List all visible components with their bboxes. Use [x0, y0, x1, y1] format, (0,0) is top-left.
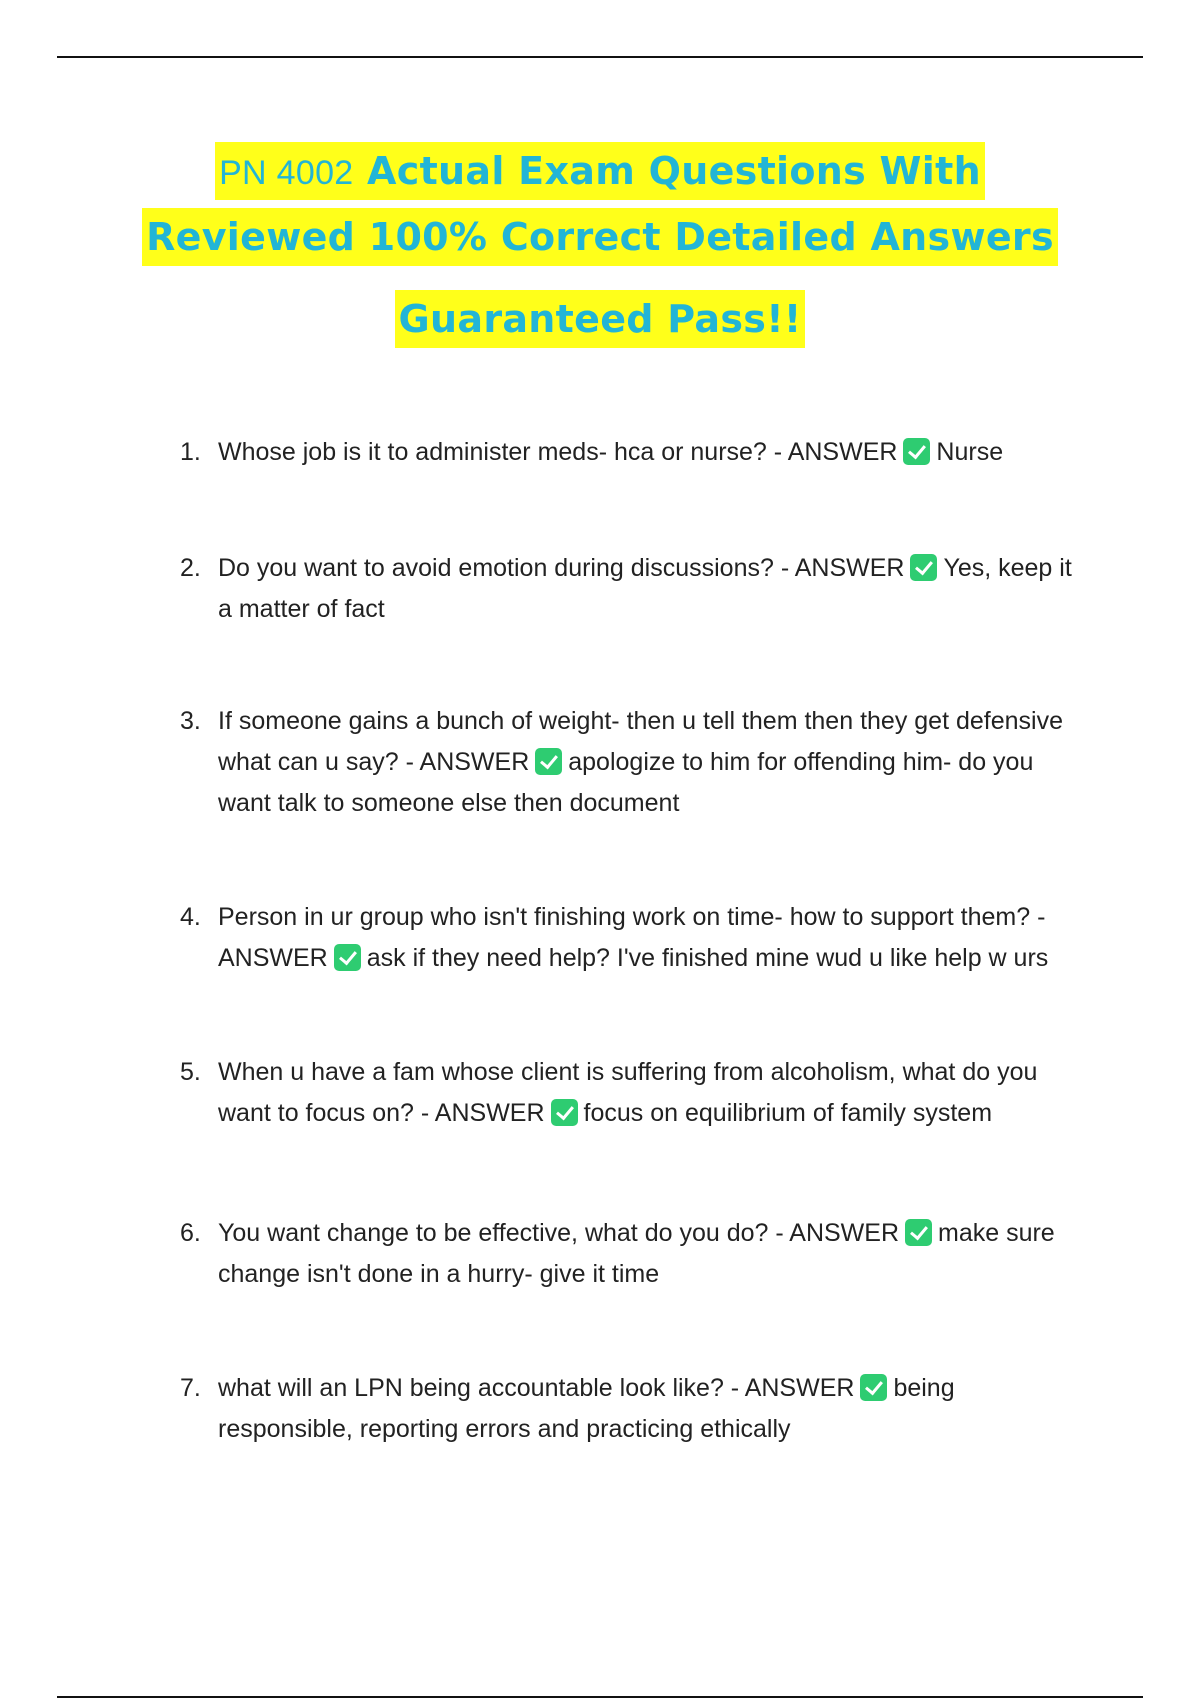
question-number: 2.: [180, 554, 201, 582]
answer-label: ANSWER: [789, 1219, 899, 1247]
question-number: 7.: [180, 1374, 201, 1402]
answer-text: apologize to him for offending him- do you want talk to someone else then document: [218, 748, 1034, 817]
question-number: 1.: [180, 438, 201, 466]
question-text-block: [218, 432, 1090, 473]
title-highlight-2: Reviewed 100% Correct Detailed Answers: [142, 208, 1058, 266]
check-box-icon: [860, 1374, 887, 1401]
title-line-1: [0, 142, 1200, 200]
answer-label: ANSWER: [787, 438, 898, 466]
question-text-block: [218, 1213, 1090, 1295]
question-number: 3.: [180, 707, 201, 735]
title-line-2: [0, 208, 1200, 266]
question-text-block: [218, 548, 1090, 630]
title-highlight-1: [215, 142, 985, 200]
answer-label: ANSWER: [794, 554, 905, 582]
list-item: [180, 1052, 1090, 1134]
check-box-icon: [903, 438, 930, 465]
question-text-block: [218, 1052, 1090, 1134]
check-box-icon: [334, 944, 361, 971]
question-text: Whose job is it to administer meds- hca or nurse? -: [218, 438, 788, 466]
question-number: 6.: [180, 1219, 201, 1247]
question-text: what will an LPN being accountable look like? -: [218, 1374, 745, 1402]
check-box-icon: [905, 1219, 932, 1246]
question-text: When u have a fam whose client is suffering from alcoholism, what do you want to focus on? -: [218, 1058, 1038, 1127]
check-box-icon: [551, 1099, 578, 1126]
question-text: Person in ur group who isn't finishing work on time- how to support them? -: [218, 903, 1046, 931]
title-line-1-text: Actual Exam Questions With: [367, 149, 981, 193]
list-item: [180, 701, 1090, 824]
list-item: [180, 1368, 1090, 1450]
answer-text: being responsible, reporting errors and practicing ethically: [218, 1374, 955, 1443]
answer-text: Nurse: [936, 438, 1004, 466]
check-box-icon: [535, 748, 562, 775]
answer-label: ANSWER: [434, 1099, 545, 1127]
question-text-block: [218, 1368, 1090, 1450]
check-box-icon: [910, 554, 937, 581]
question-text: If someone gains a bunch of weight- then u tell them then they get defensive what can u say? -: [218, 707, 1063, 776]
question-text-block: [218, 701, 1090, 824]
answer-text: Yes, keep it a matter of fact: [218, 554, 1072, 623]
answer-label: ANSWER: [744, 1374, 855, 1402]
list-item: [180, 548, 1090, 630]
title-course-code: PN 4002: [219, 154, 354, 192]
answer-label: ANSWER: [419, 748, 530, 776]
answer-label: ANSWER: [218, 944, 328, 972]
document-title: [0, 142, 1200, 348]
question-text: Do you want to avoid emotion during discussions? -: [218, 554, 795, 582]
list-item: [180, 1213, 1090, 1295]
answer-text: make sure change isn't done in a hurry- give it time: [218, 1219, 1055, 1288]
list-item: [180, 432, 1090, 473]
title-highlight-3: Guaranteed Pass!!: [395, 290, 806, 348]
top-rule: [57, 56, 1143, 58]
question-number: 4.: [180, 903, 201, 931]
answer-text: focus on equilibrium of family system: [583, 1099, 993, 1127]
answer-text: ask if they need help? I've finished mine wud u like help w urs: [366, 944, 1049, 972]
question-text: You want change to be effective, what do you do? -: [218, 1219, 790, 1247]
title-line-3: [0, 290, 1200, 348]
question-text-block: [218, 897, 1090, 979]
list-item: [180, 897, 1090, 979]
question-number: 5.: [180, 1058, 201, 1086]
bottom-rule: [57, 1696, 1143, 1698]
